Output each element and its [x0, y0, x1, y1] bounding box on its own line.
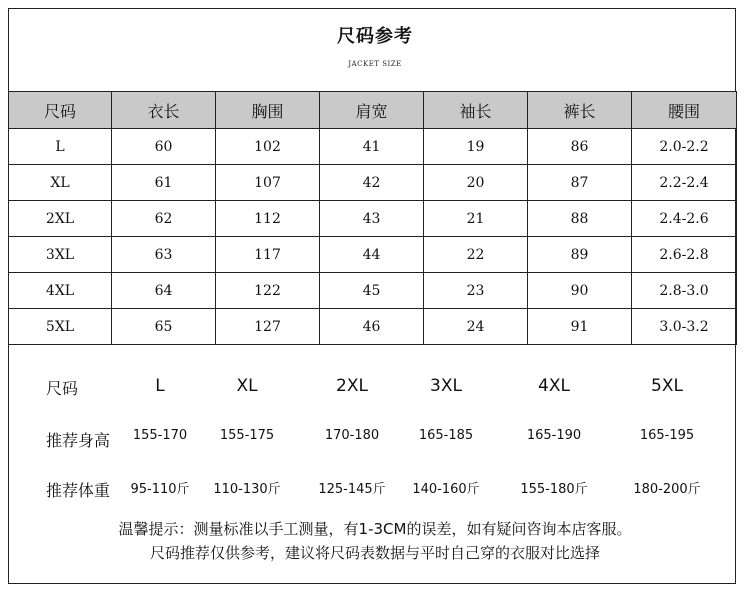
recommend-height-value: 155-170 — [132, 428, 188, 443]
recommend-weight-value: 110-130斤 — [213, 482, 281, 497]
recommend-weight-row — [8, 478, 736, 502]
column-header: 尺码 — [9, 92, 112, 129]
table-cell: 22 — [424, 237, 528, 273]
table-cell: 117 — [216, 237, 320, 273]
table-cell: 122 — [216, 273, 320, 309]
recommend-height-value: 165-190 — [526, 428, 582, 443]
recommend-height-value: 170-180 — [324, 428, 380, 443]
table-body — [9, 129, 737, 345]
table-cell: 19 — [424, 129, 528, 165]
table-cell: 91 — [528, 309, 632, 345]
column-header: 胸围 — [216, 92, 320, 129]
table-cell: L — [9, 129, 112, 165]
table-cell: 44 — [320, 237, 424, 273]
chart-subtitle: JACKET SIZE — [348, 60, 402, 68]
table-cell: 127 — [216, 309, 320, 345]
recommend-size-value: 4XL — [538, 376, 570, 396]
table-header-row — [9, 92, 737, 129]
table-cell: 62 — [112, 201, 216, 237]
table-row — [9, 309, 737, 345]
recommend-height-label: 推荐身高 — [46, 431, 111, 450]
table-cell: 21 — [424, 201, 528, 237]
table-cell: 3.0-3.2 — [632, 309, 737, 345]
recommend-weight-value: 125-145斤 — [318, 482, 386, 497]
table-cell: 41 — [320, 129, 424, 165]
table-cell: 3XL — [9, 237, 112, 273]
recommend-height-row — [8, 428, 736, 452]
recommend-height-value: 155-175 — [219, 428, 275, 443]
table-cell: 60 — [112, 129, 216, 165]
table-row — [9, 273, 737, 309]
table-cell: 42 — [320, 165, 424, 201]
table-cell: 65 — [112, 309, 216, 345]
table-cell: 87 — [528, 165, 632, 201]
table-cell: 43 — [320, 201, 424, 237]
table-cell: 5XL — [9, 309, 112, 345]
table-cell: 2.0-2.2 — [632, 129, 737, 165]
recommend-size-value: 3XL — [430, 376, 462, 396]
recommend-size-value: 2XL — [336, 376, 368, 396]
column-header: 裤长 — [528, 92, 632, 129]
table-row — [9, 165, 737, 201]
recommend-size-value: L — [155, 376, 165, 396]
column-header: 肩宽 — [320, 92, 424, 129]
table-cell: 102 — [216, 129, 320, 165]
table-cell: 2.4-2.6 — [632, 201, 737, 237]
recommend-weight-value: 140-160斤 — [412, 482, 480, 497]
table-cell: 64 — [112, 273, 216, 309]
table-cell: 107 — [216, 165, 320, 201]
size-table — [8, 91, 737, 345]
table-cell: 23 — [424, 273, 528, 309]
table-cell: 24 — [424, 309, 528, 345]
table-cell: 90 — [528, 273, 632, 309]
recommend-size-value: XL — [236, 376, 258, 396]
table-row — [9, 237, 737, 273]
table-cell: 46 — [320, 309, 424, 345]
recommend-weight-label: 推荐体重 — [46, 481, 111, 500]
recommend-size-label: 尺码 — [46, 379, 79, 398]
table-row — [9, 129, 737, 165]
recommend-size-row — [8, 376, 736, 400]
recommend-weight-value: 95-110斤 — [130, 482, 190, 497]
table-cell: XL — [9, 165, 112, 201]
recommend-size-value: 5XL — [651, 376, 683, 396]
recommend-weight-value: 155-180斤 — [520, 482, 588, 497]
column-header: 衣长 — [112, 92, 216, 129]
table-cell: 89 — [528, 237, 632, 273]
table-cell: 4XL — [9, 273, 112, 309]
table-cell: 45 — [320, 273, 424, 309]
table-cell: 2.2-2.4 — [632, 165, 737, 201]
table-cell: 86 — [528, 129, 632, 165]
table-cell: 20 — [424, 165, 528, 201]
chart-title: 尺码参考 — [337, 26, 413, 47]
table-cell: 112 — [216, 201, 320, 237]
table-row — [9, 201, 737, 237]
tip-note-line1: 温馨提示：测量标准以手工测量，有1-3CM的误差，如有疑问咨询本店客服。 — [118, 520, 632, 538]
table-cell: 2.6-2.8 — [632, 237, 737, 273]
column-header: 袖长 — [424, 92, 528, 129]
table-cell: 2XL — [9, 201, 112, 237]
table-cell: 2.8-3.0 — [632, 273, 737, 309]
table-cell: 63 — [112, 237, 216, 273]
recommend-height-value: 165-185 — [418, 428, 474, 443]
table-cell: 61 — [112, 165, 216, 201]
recommend-height-value: 165-195 — [639, 428, 695, 443]
tip-note-line2: 尺码推荐仅供参考，建议将尺码表数据与平时自己穿的衣服对比选择 — [149, 544, 600, 562]
table-cell: 88 — [528, 201, 632, 237]
column-header: 腰围 — [632, 92, 737, 129]
recommend-weight-value: 180-200斤 — [633, 482, 701, 497]
